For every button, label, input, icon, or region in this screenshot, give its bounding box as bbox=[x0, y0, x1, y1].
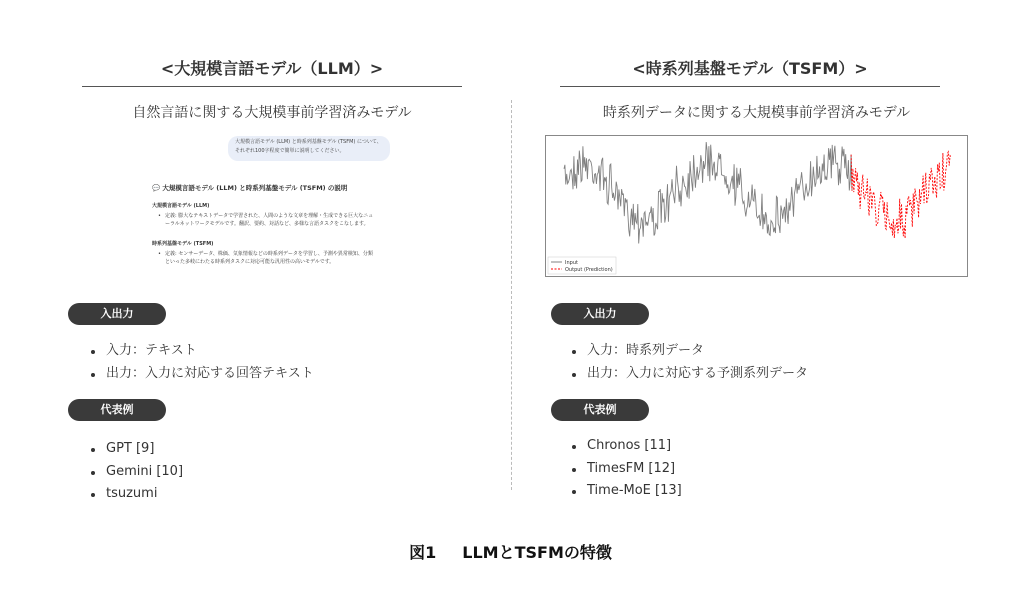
chat-answer bbox=[152, 184, 402, 266]
tsfm-io-item: 出力：入力に対応する予測系列データ bbox=[567, 363, 808, 386]
tsfm-subtitle: 時系列データに関する大規模事前学習済みモデル bbox=[602, 105, 911, 121]
llm-io-label: 入出力 bbox=[68, 303, 166, 325]
legend-output-label: Output (Prediction) bbox=[565, 267, 613, 273]
llm-example-item: GPT [9] bbox=[86, 438, 183, 461]
chat-question-line: それぞれ100字程度で簡単に説明してください。 bbox=[235, 148, 345, 154]
chat-answer-line: 定義: センサーデータ、株価、気象情報などの時系列データを学習し、予測や異常検知、分類 bbox=[164, 251, 373, 257]
llm-title-rule bbox=[82, 86, 462, 87]
tsfm-example-item: TimesFM [12] bbox=[567, 458, 682, 481]
llm-examples-list bbox=[86, 438, 183, 506]
chat-answer-llm-definition bbox=[152, 212, 402, 228]
chat-question-bubble bbox=[228, 136, 390, 161]
prediction-series-line bbox=[851, 152, 951, 239]
llm-examples-label: 代表例 bbox=[68, 399, 166, 421]
llm-io-item: 入力：テキスト bbox=[86, 340, 314, 363]
llm-example-item: Gemini [10] bbox=[86, 461, 183, 484]
figure-caption bbox=[0, 540, 1021, 563]
input-series-line bbox=[564, 142, 852, 244]
time-series-chart bbox=[545, 135, 968, 277]
llm-column-title: <大規模言語モデル（LLM）> bbox=[160, 59, 384, 78]
legend-input-label: Input bbox=[565, 260, 578, 266]
chat-answer-tsfm-heading: 時系列基盤モデル (TSFM) bbox=[152, 241, 214, 247]
chat-answer-line: 定義: 膨大なテキストデータで学習された、人間のような文章を理解・生成できる巨大なニュ bbox=[164, 213, 374, 219]
chat-question-line: 大規模言語モデル (LLM) と時系列基盤モデル (TSFM) について、 bbox=[235, 139, 382, 145]
tsfm-title-rule bbox=[560, 86, 940, 87]
tsfm-io-list bbox=[567, 340, 808, 385]
chat-answer-llm-heading: 大規模言語モデル (LLM) bbox=[152, 203, 210, 209]
llm-subtitle: 自然言語に関する大規模事前学習済みモデル bbox=[132, 105, 412, 121]
tsfm-io-item: 入力：時系列データ bbox=[567, 340, 808, 363]
tsfm-examples-label: 代表例 bbox=[551, 399, 649, 421]
llm-io-list bbox=[86, 340, 314, 385]
tsfm-example-item: Time-MoE [13] bbox=[567, 480, 682, 503]
time-series-plot bbox=[546, 136, 967, 276]
tsfm-example-item: Chronos [11] bbox=[567, 435, 682, 458]
llm-io-item: 出力：入力に対応する回答テキスト bbox=[86, 363, 314, 386]
tsfm-io-label: 入出力 bbox=[551, 303, 649, 325]
tsfm-examples-list bbox=[567, 435, 682, 503]
bullet-dot: • bbox=[158, 251, 161, 257]
tsfm-column-title: <時系列基盤モデル（TSFM）> bbox=[632, 59, 868, 78]
chat-answer-title: 💬 大規模言語モデル (LLM) と時系列基盤モデル (TSFM) の説明 bbox=[152, 184, 348, 192]
chat-answer-line: といった多岐にわたる時系列タスクに対応可能な汎用性の高いモデルです。 bbox=[164, 259, 335, 265]
chat-answer-line: ーラルネットワークモデルです。翻訳、要約、対話など、多様な言語タスクをこなします。 bbox=[164, 221, 369, 227]
llm-example-item: tsuzumi bbox=[86, 483, 183, 506]
column-divider bbox=[511, 100, 512, 490]
chat-answer-tsfm-definition bbox=[152, 250, 402, 266]
bullet-dot: • bbox=[158, 213, 161, 219]
figure-caption-text: LLMとTSFMの特徴 bbox=[462, 543, 612, 562]
figure-number: 図1 bbox=[409, 543, 437, 562]
chart-legend bbox=[548, 257, 616, 274]
